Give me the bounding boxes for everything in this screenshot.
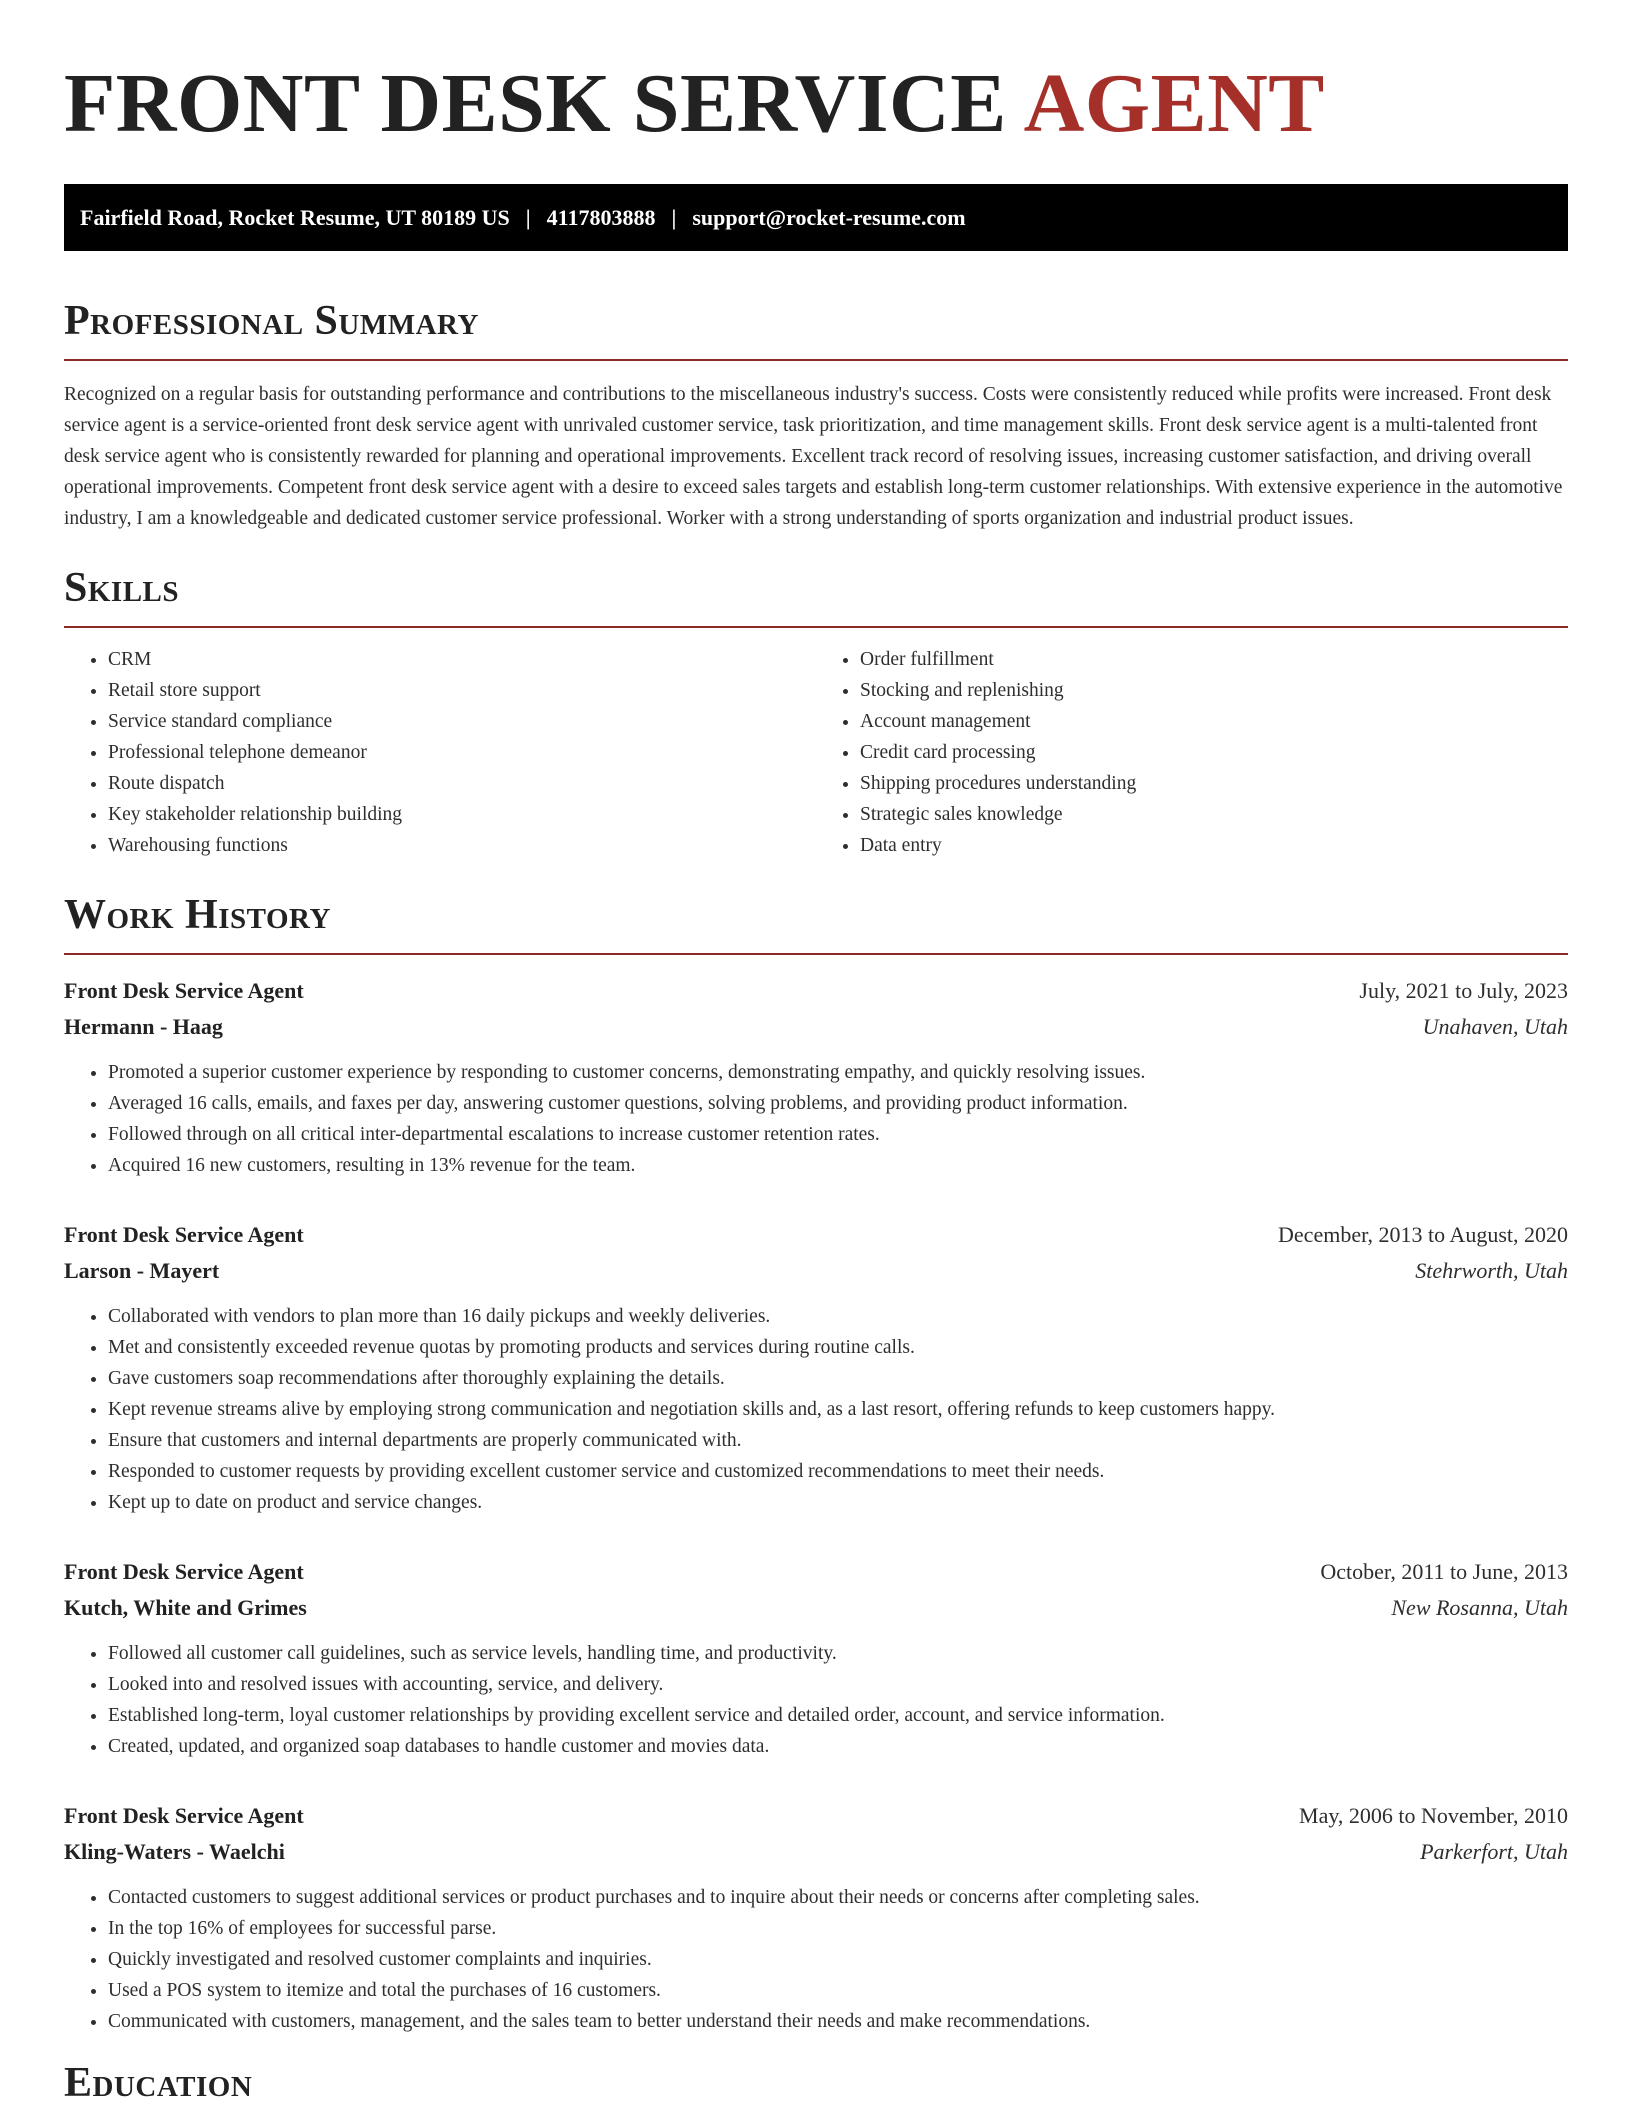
job-bullet: • Kept revenue streams alive by employing strong communication and negotiation skills and, as a last resort, offering refunds to keep customers happy. [108,1394,1568,1425]
job-bullet: • Quickly investigated and resolved customer complaints and inquiries. [108,1944,1568,1975]
contact-email: support@rocket-resume.com [692,204,966,230]
job-bullet: • Contacted customers to suggest additional services or product purchases and to inquire about their needs or concerns after completing sales. [108,1882,1568,1913]
job-dates: December, 2013 to August, 2020 [1278,1222,1568,1247]
section-title-summary: Professional Summary [64,297,1568,361]
contact-bar [64,184,1568,251]
job-bullet: • Met and consistently exceeded revenue quotas by promoting products and services during routine calls. [108,1332,1568,1363]
job-entry [64,973,1568,1181]
job-bullets [64,1301,1568,1518]
skill-item: • Account management [860,706,1568,737]
skills-columns [64,644,1568,861]
job-company: Hermann - Haag [64,1014,223,1039]
skill-item: • CRM [108,644,816,675]
job-role: Front Desk Service Agent [64,1803,304,1828]
skills-list-left [64,644,816,861]
skill-item: • Strategic sales knowledge [860,799,1568,830]
job-company-row [64,1009,1568,1045]
job-dates: July, 2021 to July, 2023 [1359,978,1568,1003]
skill-item: • Credit card processing [860,737,1568,768]
contact-separator: | [671,204,677,230]
skill-item: • Retail store support [108,675,816,706]
job-header-row [64,973,1568,1009]
job-bullet: • Kept up to date on product and service changes. [108,1487,1568,1518]
skill-item: • Service standard compliance [108,706,816,737]
title-main: FRONT DESK SERVICE [64,57,1007,150]
skill-item: • Key stakeholder relationship building [108,799,816,830]
job-header-row [64,1217,1568,1253]
job-bullets [64,1882,1568,2037]
job-location: Parkerfort, Utah [1420,1839,1568,1864]
job-entry [64,1798,1568,2037]
summary-text: Recognized on a regular basis for outstanding performance and contributions to the miscellaneous industry's success. Costs were consistently reduced while profits were increased. Front desk service agent is a service-oriented front desk service agent with unrivaled customer service, task prioritization, and time management skills. Front desk service agent is a multi-talented front desk service agent who is consistently rewarded for planning and operational improvements. Excellent track record of resolving issues, increasing customer satisfaction, and driving overall operational improvements. Competent front desk service agent with a desire to exceed sales targets and establish long-term customer relationships. With extensive experience in the automotive industry, I am a knowledgeable and dedicated customer service professional. Worker with a strong understanding of sports organization and industrial product issues. [64,384,1563,529]
job-location: Stehrworth, Utah [1415,1258,1568,1283]
job-bullet: • Collaborated with vendors to plan more than 16 daily pickups and weekly deliveries. [108,1301,1568,1332]
job-bullet: • In the top 16% of employees for successful parse. [108,1913,1568,1944]
skill-item: • Warehousing functions [108,830,816,861]
job-role: Front Desk Service Agent [64,1222,304,1247]
job-header-row [64,1554,1568,1590]
job-company-row [64,1834,1568,1870]
job-bullet: • Ensure that customers and internal departments are properly communicated with. [108,1425,1568,1456]
job-company-row [64,1590,1568,1626]
job-dates: October, 2011 to June, 2013 [1320,1559,1568,1584]
job-bullets [64,1057,1568,1181]
contact-phone: 4117803888 [546,204,656,230]
job-company: Larson - Mayert [64,1258,220,1283]
job-bullet: • Promoted a superior customer experience by responding to customer concerns, demonstrating empathy, and quickly resolving issues. [108,1057,1568,1088]
section-title-work-history: Work History [64,891,1568,955]
title-accent: AGENT [1023,57,1325,150]
section-title-education: Education [64,2060,253,2106]
job-bullet: • Gave customers soap recommendations after thoroughly explaining the details. [108,1363,1568,1394]
job-entry [64,1554,1568,1762]
job-role: Front Desk Service Agent [64,1559,304,1584]
job-role: Front Desk Service Agent [64,978,304,1003]
skills-list-right [816,644,1568,861]
skill-item: • Route dispatch [108,768,816,799]
job-dates: May, 2006 to November, 2010 [1299,1803,1568,1828]
job-bullet: • Acquired 16 new customers, resulting in 13% revenue for the team. [108,1150,1568,1181]
job-bullet: • Followed all customer call guidelines, such as service levels, handling time, and productivity. [108,1638,1568,1669]
job-header-row [64,1798,1568,1834]
skill-item: • Order fulfillment [860,644,1568,675]
job-entry [64,1217,1568,1518]
job-bullet: • Looked into and resolved issues with accounting, service, and delivery. [108,1669,1568,1700]
resume-title [64,0,1568,152]
job-bullet: • Communicated with customers, management, and the sales team to better understand their needs and make recommendations. [108,2006,1568,2037]
job-company: Kling-Waters - Waelchi [64,1839,285,1864]
job-bullet: • Averaged 16 calls, emails, and faxes per day, answering customer questions, solving problems, and providing product information. [108,1088,1568,1119]
skill-item: • Data entry [860,830,1568,861]
skill-item: • Professional telephone demeanor [108,737,816,768]
contact-separator: | [525,204,531,230]
job-company-row [64,1253,1568,1289]
job-bullet: • Responded to customer requests by providing excellent customer service and customized recommendations to meet their needs. [108,1456,1568,1487]
job-location: New Rosanna, Utah [1391,1595,1568,1620]
skill-item: • Shipping procedures understanding [860,768,1568,799]
section-title-skills: Skills [64,564,1568,628]
job-bullet: • Created, updated, and organized soap databases to handle customer and movies data. [108,1731,1568,1762]
job-bullet: • Used a POS system to itemize and total the purchases of 16 customers. [108,1975,1568,2006]
job-company: Kutch, White and Grimes [64,1595,307,1620]
job-bullet: • Established long-term, loyal customer relationships by providing excellent service and detailed order, account, and service information. [108,1700,1568,1731]
job-bullets [64,1638,1568,1762]
job-location: Unahaven, Utah [1422,1014,1568,1039]
job-bullet: • Followed through on all critical inter-departmental escalations to increase customer retention rates. [108,1119,1568,1150]
contact-address: Fairfield Road, Rocket Resume, UT 80189 US [80,204,510,230]
skill-item: • Stocking and replenishing [860,675,1568,706]
